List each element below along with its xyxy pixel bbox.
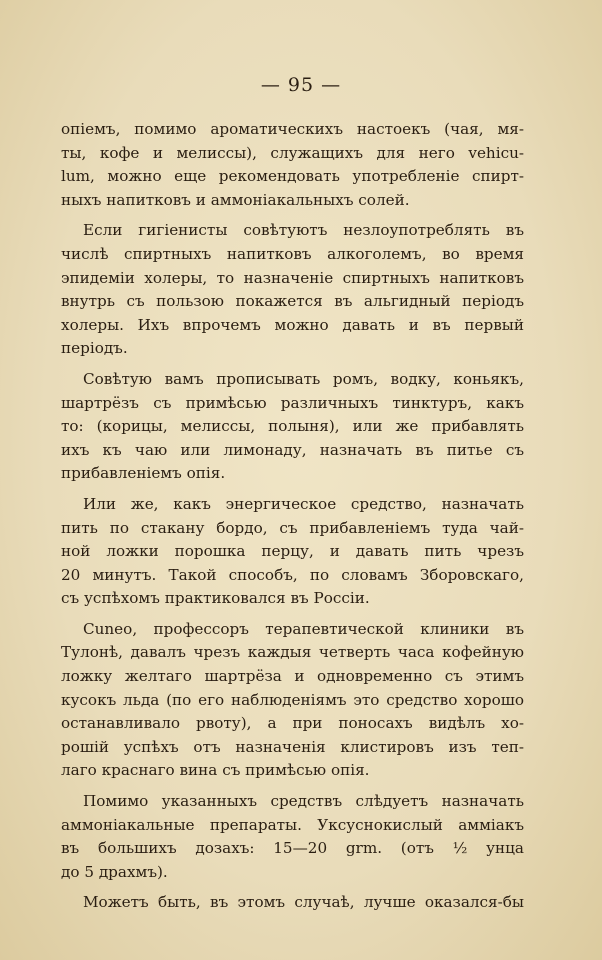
text-line: лаго краснаго вина съ примѣсью опія. (61, 761, 370, 780)
text-line: 20 минутъ. Такой способъ, по словамъ Зборовскаго, (61, 565, 524, 584)
text-line: опіемъ, помимо ароматическихъ настоекъ (чая, мя- (61, 120, 524, 138)
text-line: ной ложки порошка перцу, и давать пить чрезъ (61, 542, 524, 561)
text-line: ныхъ напитковъ и аммоніакальныхъ солей. (61, 190, 410, 209)
text-line: внутрь съ пользою покажется въ альгидный періодъ (61, 292, 524, 311)
paragraph (61, 618, 524, 783)
text-line: ложку желтаго шартрёза и одновременно съ этимъ (61, 667, 524, 686)
text-line: Помимо указанныхъ средствъ слѣдуетъ назначать (83, 792, 524, 811)
text-line: шартрёзъ съ примѣсью различныхъ тинктуръ, какъ (61, 393, 524, 412)
text-line: въ большихъ дозахъ: 15—20 grm. (отъ ½ унца (61, 839, 524, 858)
paragraph (61, 790, 524, 884)
body-text (61, 118, 524, 915)
text-line: Тулонѣ, давалъ чрезъ каждыя четверть часа кофейную (61, 643, 524, 662)
page-number: — 95 — (260, 74, 342, 96)
text-line: Совѣтую вамъ прописывать ромъ, водку, коньякъ, (83, 369, 524, 388)
text-line: періодъ. (61, 339, 128, 358)
text-line: прибавленіемъ опія. (61, 464, 226, 483)
text-line: ты, кофе и мелиссы), служащихъ для него vehicu- (61, 143, 524, 162)
text-line: до 5 драхмъ). (61, 862, 168, 881)
text-line: Можетъ быть, въ этомъ случаѣ, лучше оказался-бы (83, 893, 524, 912)
text-line: пить по стакану бордо, съ прибавленіемъ туда чай- (61, 518, 524, 537)
text-line: кусокъ льда (по его наблюденіямъ это средство хорошо (61, 690, 524, 709)
text-line: то: (корицы, мелиссы, полыня), или же прибавлять (61, 417, 524, 436)
paragraph (61, 219, 524, 361)
paragraph (61, 493, 524, 611)
text-line: холеры. Ихъ впрочемъ можно давать и въ первый (61, 315, 524, 334)
text-line: останавливало рвоту), а при поносахъ видѣлъ хо- (61, 714, 524, 733)
text-line: lum, можно еще рекомендовать употребленіе спирт- (61, 167, 524, 186)
text-line: Или же, какъ энергическое средство, назначать (83, 494, 524, 513)
text-line: ихъ къ чаю или лимонаду, назначать въ питье съ (61, 440, 524, 459)
text-line: числѣ спиртныхъ напитковъ алкоголемъ, во время (61, 244, 524, 263)
paragraph (61, 891, 524, 915)
text-line: аммоніакальные препараты. Уксуснокислый аммiакъ (61, 815, 524, 834)
paragraph (61, 368, 524, 486)
text-line: рошій успѣхъ отъ назначенія клистировъ изъ теп- (61, 737, 524, 756)
text-line: съ успѣхомъ практиковался въ Россіи. (61, 589, 370, 608)
text-line: эпидеміи холеры, то назначеніе спиртныхъ напитковъ (61, 268, 524, 287)
paragraph (61, 118, 524, 212)
text-line: Если гигіенисты совѣтуютъ незлоупотреблять въ (83, 221, 524, 240)
text-line: Cuneo, профессоръ терапевтической клиники въ (83, 619, 524, 638)
